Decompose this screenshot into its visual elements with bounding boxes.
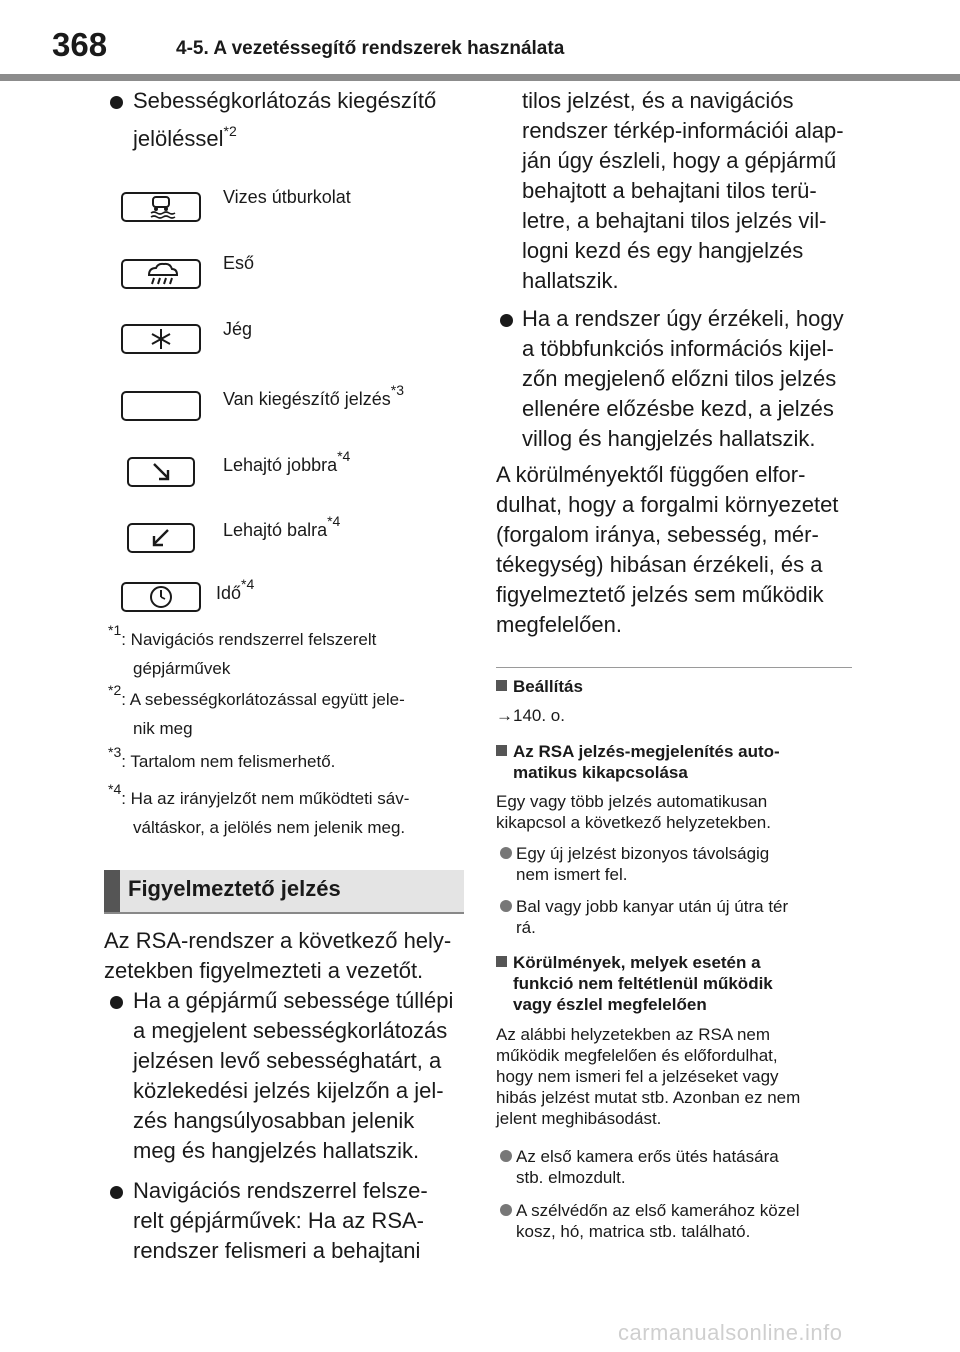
icon-label: Idő$^{*4}$ (216, 576, 255, 603)
continued-line: behajtott a behajtani tilos terü- (522, 178, 817, 203)
section-intro-line2: zetekben figyelmezteti a vezetőt. (104, 958, 424, 983)
circle-bullet-icon (500, 1204, 512, 1216)
watermark: carmanualsonline.info (618, 1320, 843, 1345)
bullet-icon (500, 314, 513, 327)
conditions-item: Az első kamera erős ütés hatására (516, 1147, 779, 1166)
page-number: 368 (52, 26, 108, 63)
icon-label: Lehajtó jobbra$^{*4}$ (223, 448, 351, 475)
para-line: tékegység) hibásan érzékeli, és a (496, 552, 823, 577)
auto-off-item: Bal vagy jobb kanyar után új útra tér (516, 897, 789, 916)
bullet3-line: a többfunkciós információs kijel- (522, 336, 834, 361)
bullet1-line: zés hangsúlyosabban jelenik (133, 1108, 415, 1133)
section-heading-bar (104, 870, 120, 912)
bullet-icon (110, 96, 123, 109)
clock-icon (121, 582, 201, 612)
auto-off-item: rá. (516, 918, 536, 937)
footnote-cont: nik meg (133, 719, 193, 738)
bullet1-line: Ha a gépjármű sebessége túllépi (133, 988, 454, 1013)
footnote: $^{*1}$: Navigációs rendszerrel felszerelt (108, 622, 377, 649)
para-line: A körülményektől függően elfor- (496, 462, 806, 487)
auto-off-title: Az RSA jelzés-megjelenítés auto- (513, 742, 780, 761)
arrow-down-right-icon (127, 457, 195, 487)
para-line: (forgalom iránya, sebesség, mér- (496, 522, 819, 547)
bullet1-line: közlekedési jelzés kijelzőn a jel- (133, 1078, 444, 1103)
bullet2-line: relt gépjárművek: Ha az RSA- (133, 1208, 424, 1233)
bullet2-line: rendszer felismeri a behajtani (133, 1238, 421, 1263)
icon-label: Eső (223, 253, 255, 273)
chapter-title: 4-5. A vezetéssegítő rendszerek használata (176, 38, 565, 59)
continued-line: letre, a behajtani tilos jelzés vil- (522, 208, 827, 233)
bullet2-line: Navigációs rendszerrel felsze- (133, 1178, 428, 1203)
conditions-intro: Az alábbi helyzetekben az RSA nem (496, 1025, 771, 1044)
settings-ref[interactable]: →140. o. (496, 706, 565, 725)
section-heading-title: Figyelmeztető jelzés (128, 876, 341, 901)
bullet3-line: villog és hangjelzés hallatszik. (522, 426, 816, 451)
circle-bullet-icon (500, 847, 512, 859)
auto-off-title: matikus kikapcsolása (513, 763, 688, 782)
conditions-item: stb. elmozdult. (516, 1168, 626, 1187)
conditions-intro: hibás jelzést mutat stb. Azonban ez nem (496, 1088, 801, 1107)
ice-snowflake-icon (121, 324, 201, 354)
bullet1-line: jelzésen levő sebességhatárt, a (133, 1048, 442, 1073)
continued-line: ján úgy észleli, hogy a gépjármű (522, 148, 837, 173)
conditions-intro: hogy nem ismeri fel a jelzéseket vagy (496, 1067, 779, 1086)
bullet-icon (110, 1186, 123, 1199)
bullet3-line: zőn megjelenő előzni tilos jelzés (522, 366, 837, 391)
page-header (0, 0, 960, 82)
para-line: figyelmeztető jelzés sem működik (496, 582, 824, 607)
intro-bullet-line2: jelöléssel$^{*2}$ (133, 123, 237, 151)
square-bullet-icon (496, 956, 507, 967)
conditions-title: vagy észlel megfelelően (513, 995, 707, 1014)
square-bullet-icon (496, 680, 507, 691)
icon-label: Lehajtó balra$^{*4}$ (223, 513, 341, 540)
icon-label: Jég (223, 319, 253, 339)
rain-icon (121, 259, 201, 289)
bullet1-line: a megjelent sebességkorlátozás (133, 1018, 448, 1043)
footnote-cont: gépjárművek (133, 659, 231, 678)
circle-bullet-icon (500, 900, 512, 912)
bullet3-line: Ha a rendszer úgy érzékeli, hogy (522, 306, 844, 331)
continued-line: logni kezd és egy hangjelzés (522, 238, 804, 263)
circle-bullet-icon (500, 1150, 512, 1162)
continued-line: hallatszik. (522, 268, 619, 293)
conditions-intro: jelent meghibásodást. (496, 1109, 662, 1128)
icon-label: Vizes útburkolat (223, 187, 351, 207)
intro-bullet-line1: Sebességkorlátozás kiegészítő (133, 88, 437, 113)
continued-line: tilos jelzést, és a navigációs (522, 88, 794, 113)
header-rule (0, 74, 960, 81)
continued-line: rendszer térkép-információi alap- (522, 118, 844, 143)
conditions-item: kosz, hó, matrica stb. található. (516, 1222, 751, 1241)
wet-road-icon (121, 192, 201, 222)
para-line: megfelelően. (496, 612, 622, 637)
bullet-icon (110, 996, 123, 1009)
auto-off-item: nem ismert fel. (516, 865, 628, 884)
footnote: $^{*4}$: Ha az irányjelzőt nem működteti sáv- (108, 781, 410, 808)
para-line: dulhat, hogy a forgalmi környezetet (496, 492, 839, 517)
bullet1-line: meg és hangjelzés hallatszik. (133, 1138, 420, 1163)
footnote: $^{*2}$: A sebességkorlátozással együtt jele- (108, 682, 405, 709)
conditions-title: Körülmények, melyek esetén a (513, 953, 761, 972)
footnote: $^{*3}$: Tartalom nem felismerhető. (108, 744, 336, 771)
conditions-title: funkció nem feltétlenül működik (513, 974, 773, 993)
arrow-down-left-icon (127, 523, 195, 553)
auto-off-intro: kikapcsol a következő helyzetekben. (496, 813, 771, 832)
conditions-item: A szélvédőn az első kamerához közel (516, 1201, 800, 1220)
settings-title: Beállítás (513, 677, 583, 696)
arrow-right-icon: → (496, 706, 513, 725)
square-bullet-icon (496, 745, 507, 756)
divider (496, 667, 852, 668)
section-heading (104, 870, 464, 914)
auto-off-intro: Egy vagy több jelzés automatikusan (496, 792, 768, 811)
footnote-cont: váltáskor, a jelölés nem jelenik meg. (133, 818, 406, 837)
auto-off-item: Egy új jelzést bizonyos távolságig (516, 844, 770, 863)
section-intro-line1: Az RSA-rendszer a következő hely- (104, 928, 452, 953)
icon-label: Van kiegészítő jelzés$^{*3}$ (223, 382, 404, 409)
conditions-intro: működik megfelelően és előfordulhat, (496, 1046, 778, 1065)
empty-sign-icon (121, 391, 201, 421)
bullet3-line: ellenére előzésbe kezd, a jelzés (522, 396, 834, 421)
